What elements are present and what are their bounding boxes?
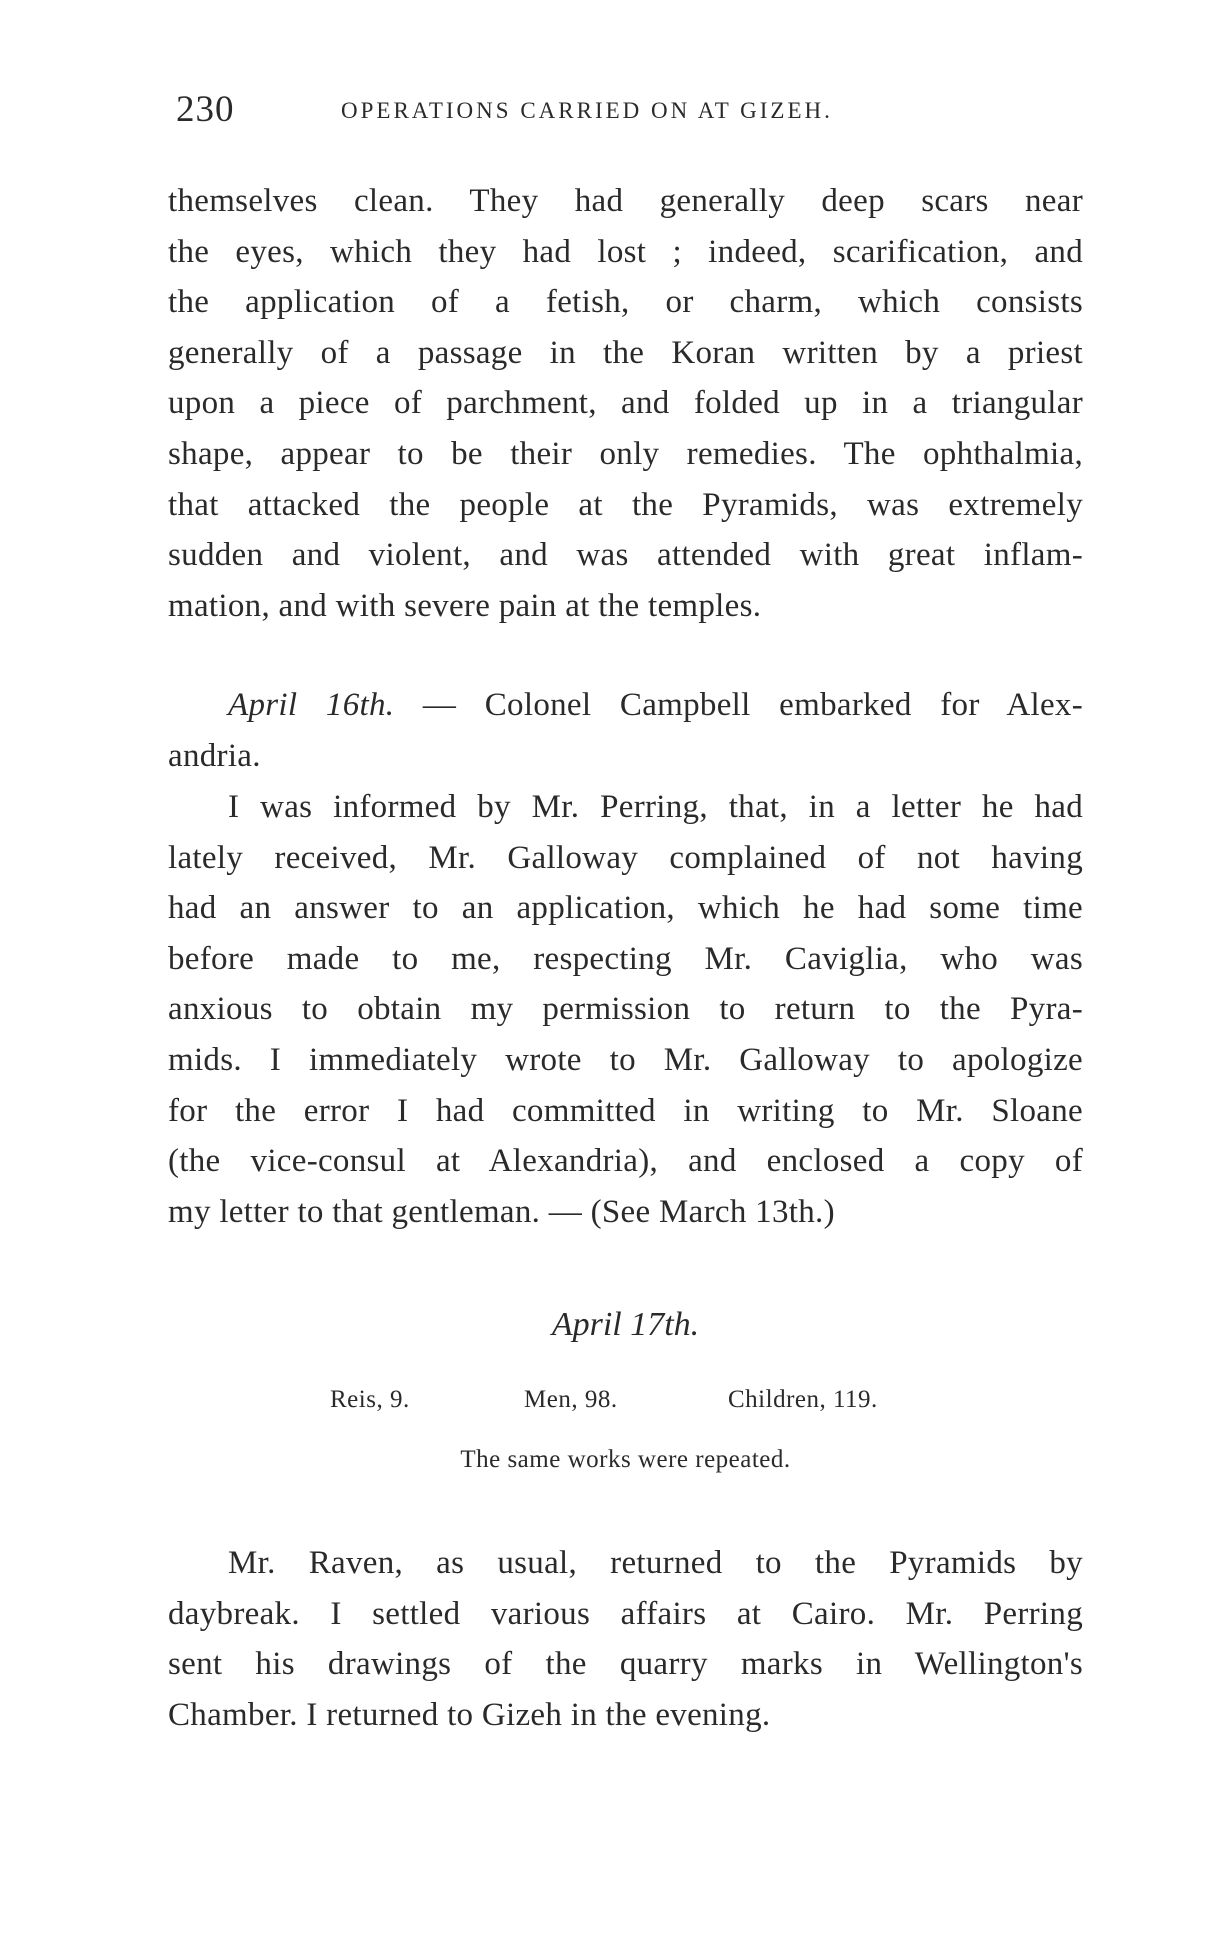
text-line: generally of a passage in the Koran written by a priest <box>168 334 1083 371</box>
text-line: sudden and violent, and was attended with great inflam- <box>168 537 1083 574</box>
text-line: daybreak. I settled various affairs at Cairo. Mr. Perring <box>168 1595 1083 1632</box>
running-title: OPERATIONS CARRIED ON AT GIZEH. <box>341 98 833 123</box>
text-line: mids. I immediately wrote to Mr. Galloway to apologize <box>168 1041 1083 1078</box>
text-line: Chamber. I returned to Gizeh in the evening. <box>168 1696 771 1733</box>
page-number: 230 <box>176 89 235 130</box>
text-line <box>168 680 1083 731</box>
text-line: for the error I had committed in writing to Mr. Sloane <box>168 1092 1083 1129</box>
workforce-stats <box>330 1386 930 1426</box>
entry-date: April 16th. <box>228 687 395 723</box>
stat-reis: Reis, 9. <box>330 1386 410 1413</box>
paragraph-galloway-letter <box>168 782 1083 1237</box>
text-line: before made to me, respecting Mr. Caviglia, who was <box>168 940 1083 977</box>
entry-heading-april-17: April 17th. <box>551 1306 700 1343</box>
text-line: that attacked the people at the Pyramids, was extremely <box>168 486 1083 523</box>
stat-men: Men, 98. <box>524 1386 618 1413</box>
text-line: themselves clean. They had generally deep scars near <box>168 183 1083 219</box>
text-line: had an answer to an application, which he had some time <box>168 890 1083 927</box>
text-line: Mr. Raven, as usual, returned to the Pyramids by <box>228 1545 1083 1581</box>
text-line: anxious to obtain my permission to return to the Pyra- <box>168 991 1083 1028</box>
text-line: shape, appear to be their only remedies. The ophthalmia, <box>168 435 1083 472</box>
text-line: andria. <box>168 737 261 774</box>
paragraph-raven <box>168 1538 1083 1740</box>
text-line: (the vice-consul at Alexandria), and enclosed a copy of <box>168 1143 1083 1180</box>
entry-text: — Colonel Campbell embarked for Alex- <box>394 687 1083 723</box>
text-line: I was informed by Mr. Perring, that, in a letter he had <box>228 789 1083 825</box>
entry-april-16 <box>168 680 1083 781</box>
text-line: the eyes, which they had lost ; indeed, scarification, and <box>168 233 1083 270</box>
running-head <box>176 88 936 132</box>
text-line: the application of a fetish, or charm, which consists <box>168 284 1083 321</box>
stat-children: Children, 119. <box>728 1386 878 1413</box>
text-line: lately received, Mr. Galloway complained of not having <box>168 839 1083 876</box>
text-line: mation, and with severe pain at the temples. <box>168 587 762 624</box>
text-line: sent his drawings of the quarry marks in Wellington's <box>168 1646 1083 1683</box>
text-line: my letter to that gentleman. — (See March 13th.) <box>168 1193 835 1230</box>
works-note: The same works were repeated. <box>460 1446 791 1473</box>
paragraph-ophthalmia <box>168 176 1083 631</box>
text-line: upon a piece of parchment, and folded up in a triangular <box>168 385 1083 422</box>
